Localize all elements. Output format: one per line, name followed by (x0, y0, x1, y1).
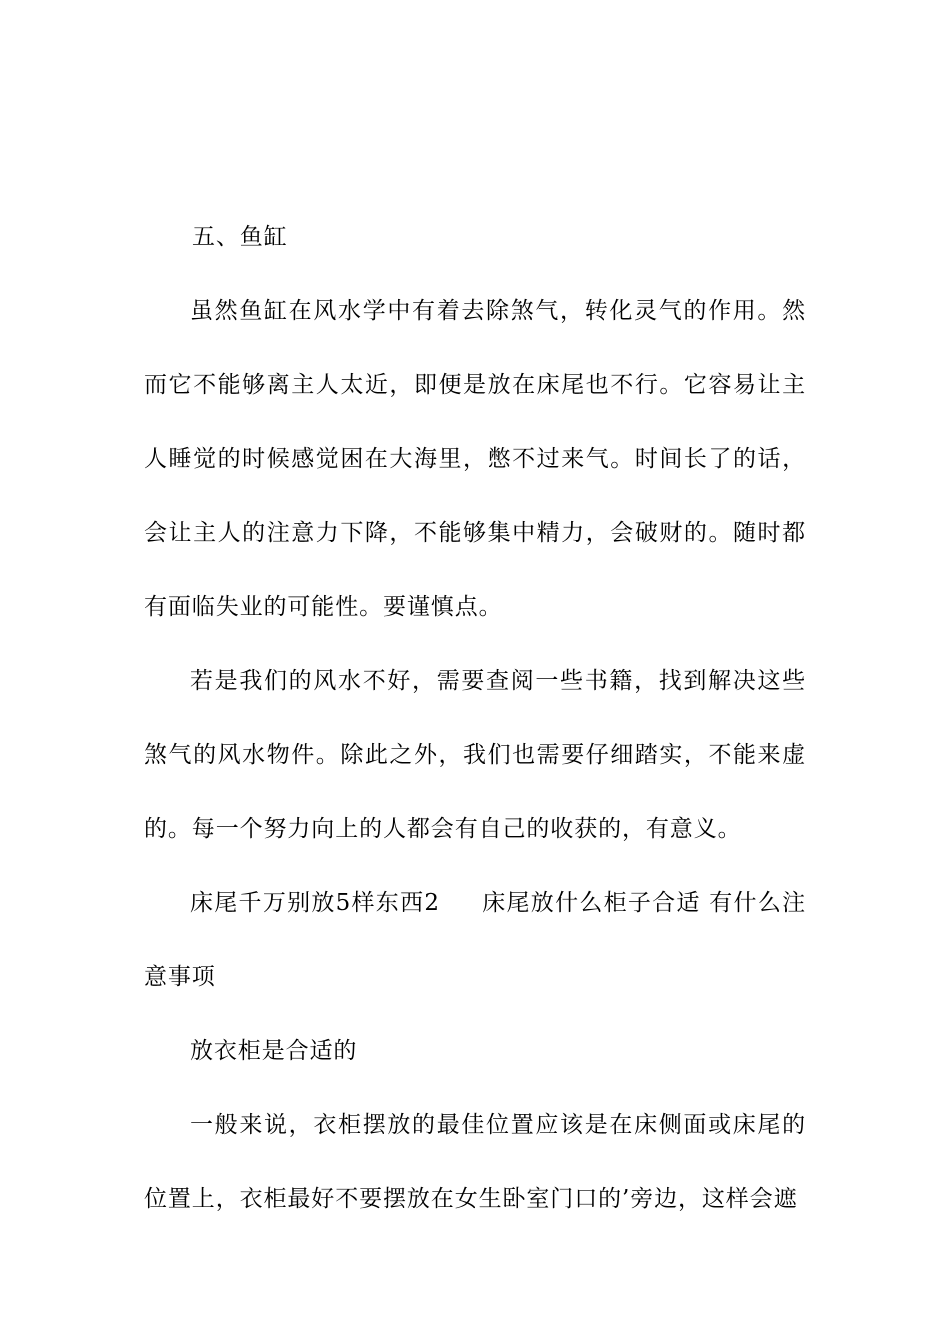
title-line-part2: 床尾放什么柜子合适 有什么注意事项 (144, 890, 806, 990)
title-line-part1: 床尾千万别放5样东西2 (190, 890, 440, 916)
title-line (144, 866, 806, 1014)
subheading-wardrobe: 放衣柜是合适的 (190, 1038, 358, 1064)
document-body (144, 200, 806, 1236)
paragraph-feng-shui: 若是我们的风水不好，需要查阅一些书籍，找到解决这些煞气的风水物件。除此之外，我们也需要仔细踏实，不能来虚的。每一个努力向上的人都会有自己的收获的，有意义。 (144, 668, 806, 842)
paragraph-wardrobe: 一般来说，衣柜摆放的最佳位置应该是在床侧面或床尾的位置上，衣柜最好不要摆放在女生卧室门口的’旁边，这样会遮 (144, 1112, 806, 1212)
paragraph-fish-tank: 虽然鱼缸在风水学中有着去除煞气，转化灵气的作用。然而它不能够离主人太近，即便是放在床尾也不行。它容易让主人睡觉的时候感觉困在大海里，憋不过来气。时间长了的话，会让主人的注意力下降，不能够集中精力，会破财的。随时都有面临失业的可能性。要谨慎点。 (144, 298, 806, 620)
section-heading: 五、鱼缸 (192, 224, 288, 250)
